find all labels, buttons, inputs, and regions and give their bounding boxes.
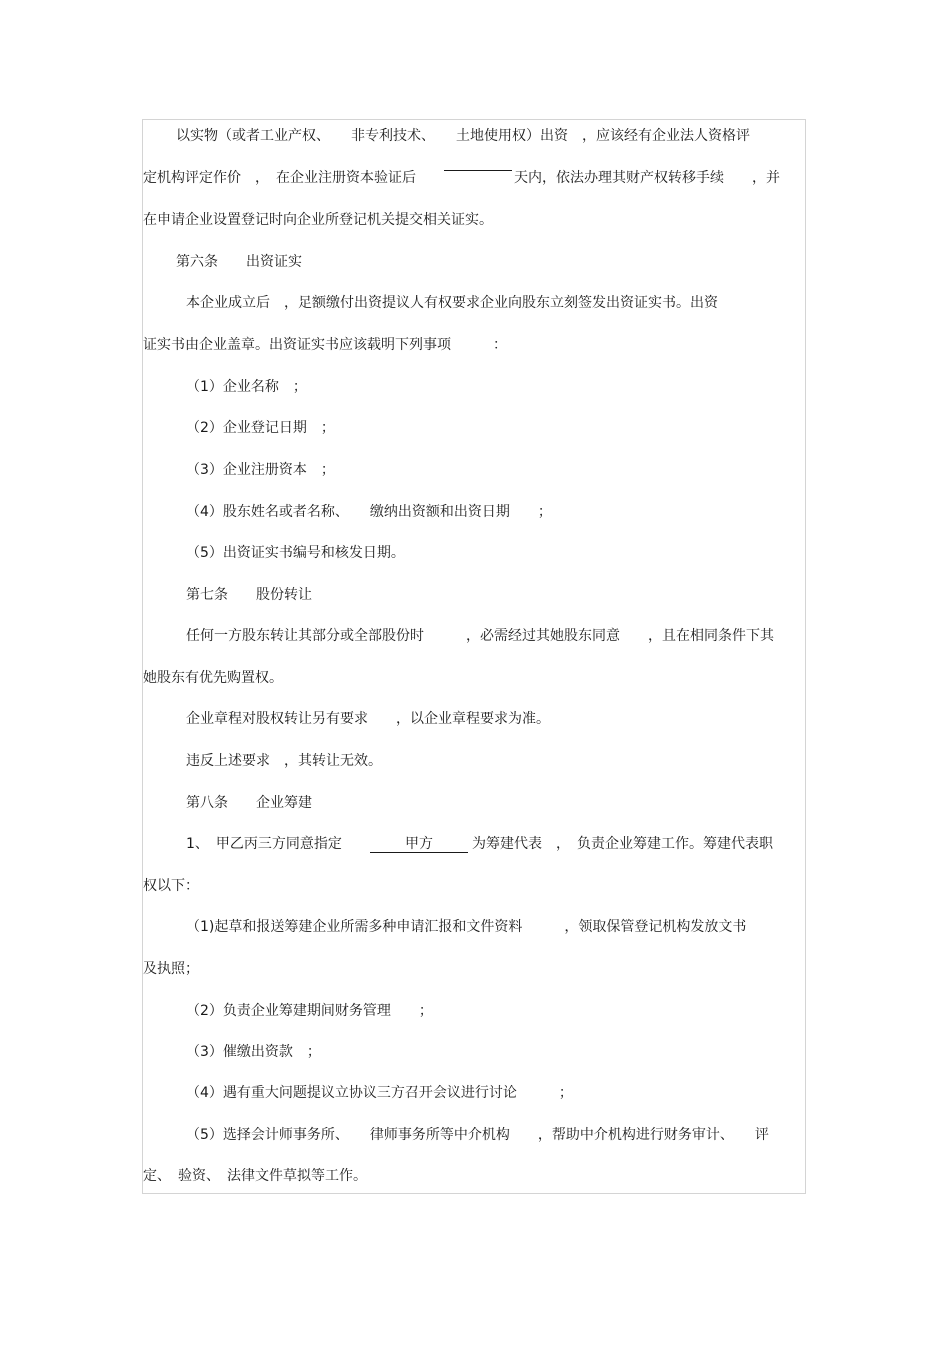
list-item: （2）企业登记日期 ； [186, 420, 335, 436]
paragraph-line: 及执照； [143, 961, 199, 977]
paragraph-line: 证实书由企业盖章。出资证实书应该载明下列事项 ： [143, 337, 507, 353]
paragraph-line: 企业章程对股权转让另有要求 ，以企业章程要求为准。 [186, 711, 550, 727]
paragraph-line: 为筹建代表 ， 负责企业筹建工作。筹建代表职 [472, 836, 773, 852]
list-item: （3）催缴出资款 ； [186, 1044, 321, 1060]
paragraph-line: 她股东有优先购置权。 [143, 670, 283, 686]
representative-name: 甲方 [405, 836, 433, 852]
list-item: （4）股东姓名或者名称、 缴纳出资额和出资日期 ； [186, 504, 552, 520]
paragraph-line: 权以下： [143, 878, 199, 894]
paragraph-line: 违反上述要求 ，其转让无效。 [186, 753, 382, 769]
paragraph-line: 定、 验资、 法律文件草拟等工作。 [143, 1168, 367, 1184]
paragraph-line: 1、 甲乙丙三方同意指定 [186, 836, 342, 852]
paragraph-line: 天内，依法办理其财产权转移手续 ，并 [514, 170, 780, 186]
paragraph-line: 本企业成立后 ，足额缴付出资提议人有权要求企业向股东立刻签发出资证实书。出资 [186, 295, 718, 311]
list-item: （1）企业名称 ； [186, 379, 307, 395]
page-frame [142, 119, 806, 1194]
paragraph-line: 任何一方股东转让其部分或全部股份时 ，必需经过其她股东同意 ，且在相同条件下其 [186, 628, 774, 644]
paragraph-line: 以实物（或者工业产权、 非专利技术、 土地使用权）出资 ，应该经有企业法人资格评 [176, 128, 750, 144]
list-item: （4）遇有重大问题提议立协议三方召开会议进行讨论 ； [186, 1085, 573, 1101]
list-item: （1)起草和报送筹建企业所需多种申请汇报和文件资料 ，领取保管登记机构发放文书 [186, 919, 747, 935]
list-item: （5）选择会计师事务所、 律师事务所等中介机构 ，帮助中介机构进行财务审计、 评 [186, 1127, 769, 1143]
blank-days [444, 170, 512, 171]
article-heading: 第七条 股份转让 [186, 587, 312, 603]
list-item: （5）出资证实书编号和核发日期。 [186, 545, 405, 561]
paragraph-line: 在申请企业设置登记时向企业所登记机关提交相关证实。 [143, 212, 493, 228]
article-heading: 第八条 企业筹建 [186, 795, 312, 811]
list-item: （3）企业注册资本 ； [186, 462, 335, 478]
list-item: （2）负责企业筹建期间财务管理 ； [186, 1003, 433, 1019]
article-heading: 第六条 出资证实 [176, 254, 302, 270]
paragraph-line: 定机构评定作价 ， 在企业注册资本验证后 [143, 170, 416, 186]
blank-representative [370, 836, 468, 853]
